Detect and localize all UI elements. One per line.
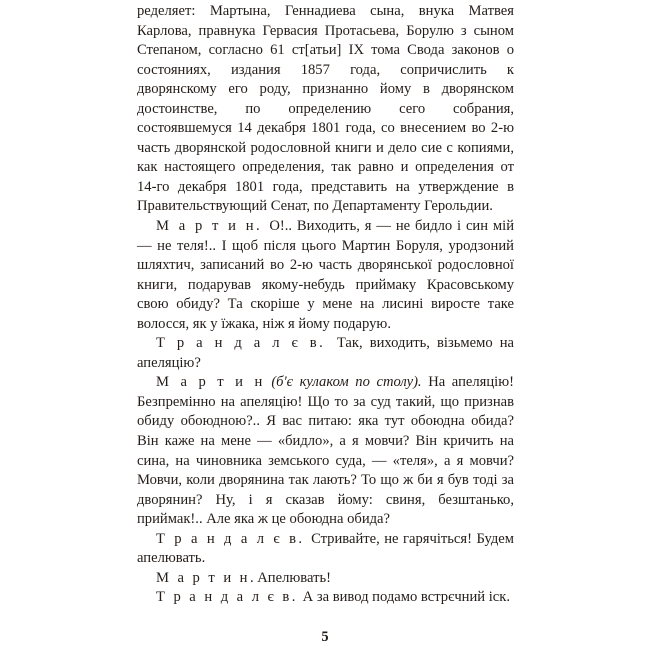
dialogue-text: А за вивод подамо встрєчний іск. [302,589,511,606]
dialogue-line-martyn-2 [137,373,514,529]
paragraph-text: ределяет: Мартына, Геннадиева сына, внука Матвея Карлова, правнука Гервасия Протасьева, Борулю з сыном Степаном, согласно 61 ст[атьи] IX тома Свода законов о состояниях, издания 1857 года, сопричислить к дворянскому его роду, признанно йому в дворянском достоинстве, по определению сего собрания, состоявшемуся 14 декабря 1801 года, со внесением во 2-ю часть дворянской родословной книги и дело сие с копиями, как настоящего определения, так равно и определения от 14-го декабря 1801 года, представить на утверждение в Правительствующий Сенат, по Департаменту Герольдии. [137,3,514,215]
speaker-name: М а р т и н [156,218,256,235]
dialogue-text: О!.. Виходить, я — не бидло і син мій — не теля!.. І щоб після цього Мартин Боруля, уродзоний шляхтич, записаний во 2-ю часть дворянської родословної книги, подарував якому-небудь приймаку Красовському свою обиду? Та скоріше у мене на лисині виросте таке волосся, як у їжака, ніж я йому подарую. [137,218,514,332]
page-number: 5 [321,629,329,645]
dialogue-text: Апелювать! [257,569,331,586]
dialogue-text: На апеляцію! Безпремінно на апеляцію! Що то за суд такий, що признав обиду обоюдною?.. Я вас питаю: яка тут обоюдна обида? Він каже на мене — «бидло», а я мовчи? Він кричить на сина, на чиновника земського суда, — «теля», а я мовчи? Мовчи, коли дворянина так лають? То що ж би я був тоді за дворянин? Ну, і я сказав йому: свиня, безштанько, приймак!.. Але яка ж це обоюдна обида? [137,374,514,528]
dialogue-line-martyn-1 [137,217,514,334]
speaker-name: Т р а н д а л є в [156,530,299,547]
text-column [137,2,514,608]
dialogue-line-trandalyev-2 [137,530,514,569]
speaker-punctuation: . [291,589,296,606]
speaker-name: Т р а н д а л є в [156,589,292,606]
stage-direction: (б'є кулаком по столу). [271,374,422,391]
speaker-punctuation: . [249,569,254,586]
speaker-punctuation: . [255,218,260,235]
speaker-punctuation: . [319,335,323,352]
speaker-name: М а р т и н [156,374,265,391]
dialogue-line-martyn-3 [137,569,514,589]
speaker-punctuation: . [298,530,303,547]
dialogue-text: Так, виходить, візьмемо на апеляцію? [137,335,514,371]
dialogue-text: Стривайте, не гарячіться! Будем апелювать. [137,530,514,567]
dialogue-line-trandalyev-3 [137,588,514,608]
speaker-name: Т р а н д а л є в [156,335,320,352]
speaker-name: М а р т и н [156,569,250,586]
paragraph-decree-continuation [137,2,514,217]
dialogue-line-trandalyev-1 [137,334,514,373]
